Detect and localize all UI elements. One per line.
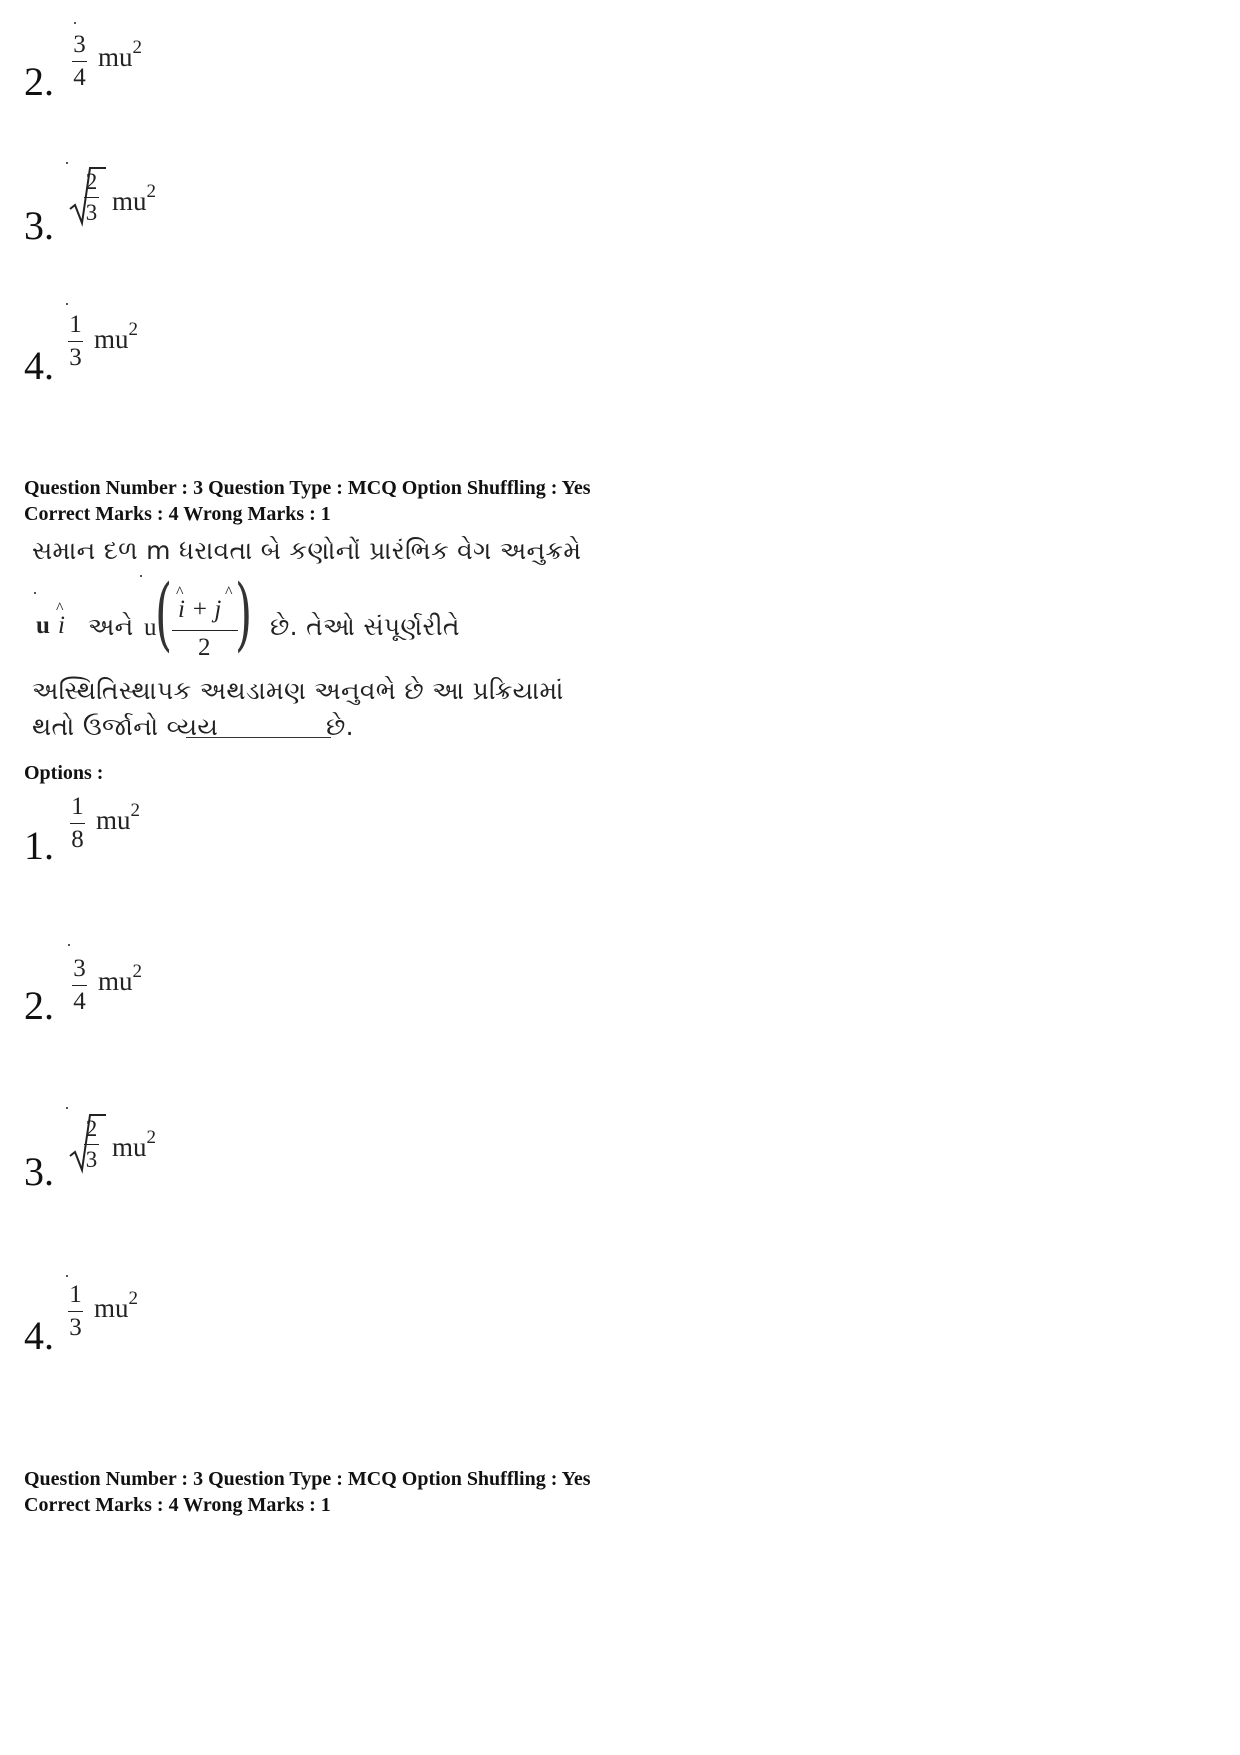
hat-icon: ^ bbox=[225, 584, 233, 601]
option-expression: $mu^2$ bbox=[96, 800, 141, 835]
question-text-line1: સમાન દળ m ધરાવતા બે કણોનોં પ્રારંભિક વેગ અનુક્રમે bbox=[32, 536, 582, 565]
unit-vector-i: i bbox=[58, 612, 65, 639]
question-text-line3: અસ્થિતિસ્થાપક અથડામણ અનુવભે છે આ પ્રક્રિયામાં bbox=[32, 676, 564, 705]
scan-dot bbox=[66, 303, 68, 305]
next-question-meta-line2: Correct Marks : 4 Wrong Marks : 1 bbox=[24, 1494, 331, 1516]
question-meta-line1: Question Number : 3 Question Type : MCQ Option Shuffling : Yes bbox=[24, 477, 591, 499]
option-number: 2. bbox=[24, 983, 54, 1028]
option-expression: $mu^2$ bbox=[112, 1127, 157, 1162]
question-text-line2-tail: છે. તેઓ સંપૂર્ણરીતે bbox=[270, 612, 460, 641]
fraction-bar bbox=[172, 630, 238, 631]
next-question-meta-line1: Question Number : 3 Question Type : MCQ Option Shuffling : Yes bbox=[24, 1468, 591, 1490]
scan-dot bbox=[66, 1275, 68, 1277]
numerator: 3 bbox=[73, 31, 86, 58]
option-number: 3. bbox=[24, 1149, 54, 1194]
scan-dot bbox=[66, 162, 68, 164]
option-expression: $mu^2$ bbox=[98, 961, 143, 996]
scan-dot bbox=[68, 944, 70, 946]
denominator: 4 bbox=[73, 64, 86, 91]
scan-dot bbox=[74, 22, 76, 24]
vector-denominator: 2 bbox=[198, 634, 211, 661]
scan-dot bbox=[140, 575, 142, 577]
option-number: 4. bbox=[24, 343, 54, 388]
hat-icon: ^ bbox=[176, 584, 184, 601]
velocity-u2: u bbox=[144, 614, 157, 641]
scan-dot bbox=[66, 1107, 68, 1109]
hat-icon: ^ bbox=[56, 600, 64, 617]
and-word: અને bbox=[88, 612, 134, 641]
options-label: Options : bbox=[24, 762, 104, 784]
scan-dot bbox=[34, 592, 36, 594]
right-paren-icon: ) bbox=[235, 567, 253, 660]
fraction: 2 3 bbox=[85, 1116, 98, 1172]
option-expression: $mu^2$ bbox=[112, 181, 157, 216]
option-number: 1. bbox=[24, 823, 54, 868]
option-number: 2. bbox=[24, 59, 54, 104]
velocity-u1: u bbox=[36, 612, 50, 639]
fraction: 3 4 bbox=[73, 955, 86, 1015]
option-expression: $mu^2$ bbox=[98, 37, 143, 72]
fraction: 1 3 bbox=[69, 311, 82, 371]
fraction: 1 3 bbox=[69, 1281, 82, 1341]
option-expression: $mu^2$ bbox=[94, 319, 139, 354]
vector-sum: i + j bbox=[178, 596, 222, 623]
answer-blank bbox=[186, 737, 331, 738]
question-text-line4-start: થતો ઉર્જાનો વ્યય bbox=[32, 712, 219, 741]
fraction: 2 3 bbox=[85, 169, 98, 225]
question-text-line4-end: છે. bbox=[326, 712, 354, 741]
left-paren-icon: ( bbox=[155, 567, 173, 660]
question-meta-line2: Correct Marks : 4 Wrong Marks : 1 bbox=[24, 503, 331, 525]
fraction: 1 8 bbox=[71, 793, 84, 853]
fraction bbox=[72, 32, 87, 90]
option-number: 4. bbox=[24, 1313, 54, 1358]
option-number: 3. bbox=[24, 203, 54, 248]
option-expression: $mu^2$ bbox=[94, 1288, 139, 1323]
